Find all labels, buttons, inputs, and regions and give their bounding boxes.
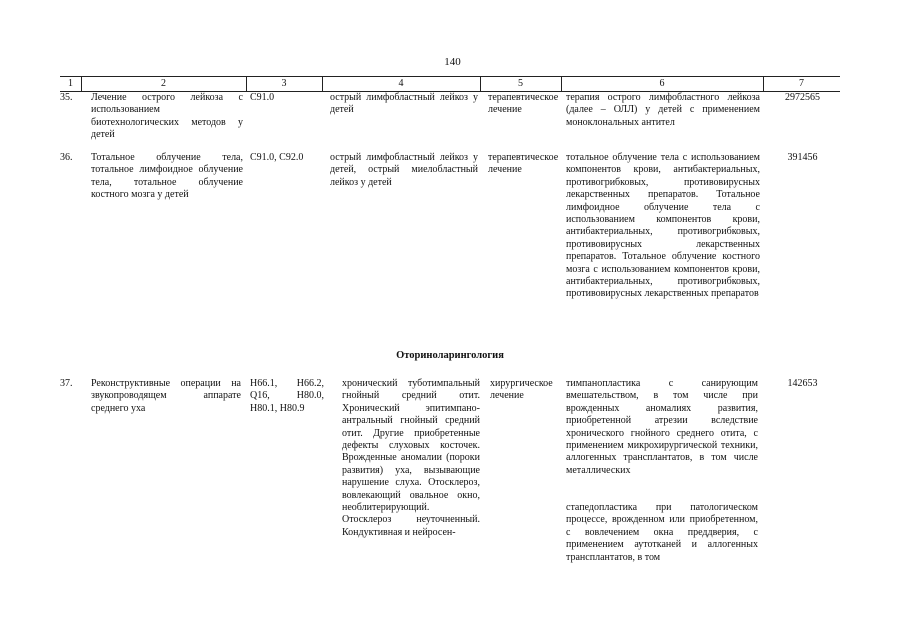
section-title: Оториноларингология	[396, 350, 504, 361]
cost: 142653	[787, 378, 818, 389]
treatment-type: терапевтическое лечение	[488, 152, 559, 176]
diagnosis-codes: C91.0	[250, 92, 275, 103]
cost: 2972565	[785, 92, 820, 103]
column-number-5: 5	[518, 78, 523, 89]
column-number-1: 1	[68, 78, 73, 89]
treatment-type: хирургическое лечение	[490, 378, 553, 402]
diagnosis-codes: C91.0, C92.0	[250, 152, 304, 163]
cost: 391456	[787, 152, 818, 163]
intervention-name: Реконструктивные операции на звукопроводящем аппарате среднего уха	[91, 378, 241, 414]
row-number: 36.	[60, 152, 73, 163]
column-number-3: 3	[281, 78, 287, 89]
page-number: 140	[444, 56, 461, 68]
row-number: 37.	[60, 378, 73, 389]
patient-model: острый лимфобластный лейкоз у детей, острый миелобластный лейкоз у детей	[330, 152, 478, 188]
column-number-7: 7	[799, 78, 804, 89]
intervention-name: Тотальное облучение тела, тотальное лимфоидное облучение тела, тотальное облучение костного мозга у детей	[91, 152, 243, 201]
row-number: 35.	[60, 92, 73, 103]
patient-model: хронический туботимпальный гнойный средний отит. Хронический эпитимпано-антральный гнойный средний отит. Другие приобретенные дефекты слуховых косточек. Врожденные аномалии (пороки развития) уха, вызывающие нарушение слуха. Отосклероз, вовлекающий овальное окно, необлитерирующий. Отосклероз неуточненный. Кондуктивная и нейросен-	[342, 378, 480, 538]
column-number-6: 6	[659, 78, 665, 89]
treatment-method: стапедопластика при патологическом процессе, врожденном или приобретенном, с вовлечением окна преддверия, с применением аутотканей и аллогенных трансплантатов, в том	[566, 502, 758, 563]
treatment-type: терапевтическое лечение	[488, 92, 559, 116]
diagnosis-codes: H66.1, H66.2, Q16, H80.0, H80.1, H80.9	[250, 378, 324, 414]
table-header-row	[60, 76, 840, 92]
column-number-4: 4	[398, 78, 404, 89]
intervention-name: Лечение острого лейкоза с использованием биотехнологических методов у детей	[91, 92, 243, 141]
patient-model: острый лимфобластный лейкоз у детей	[330, 92, 478, 116]
treatment-method: терапия острого лимфобластного лейкоза (далее – ОЛЛ) у детей с применением моноклональных антител	[566, 92, 760, 128]
treatment-method: тимпанопластика с санирующим вмешательством, в том числе при врожденных аномалиях развития, приобретенной атрезии вследствие хронического гнойного среднего отита, с применением микрохирургической техники, аллогенных трансплантатов, в том числе металлических	[566, 378, 758, 476]
treatment-method: тотальное облучение тела с использованием компонентов крови, антибактериальных, противогрибковых, противовирусных лекарственных препаратов. Тотальное лимфоидное облучение тела с использованием компонентов крови, антибактериальных, противогрибковых, противовирусных лекарственных препаратов. Тотальное облучение костного мозга с использованием компонентов крови, антибактериальных, противогрибковых, противовирусных лекарственных препаратов	[566, 152, 760, 300]
column-number-2: 2	[161, 78, 166, 89]
